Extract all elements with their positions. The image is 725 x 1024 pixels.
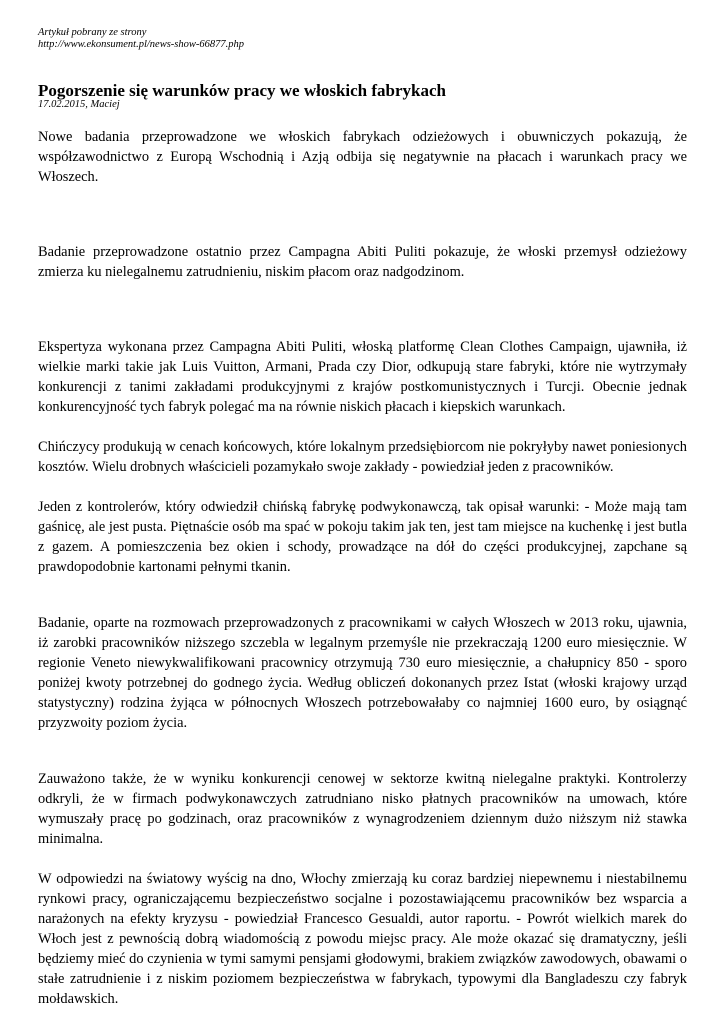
paragraph: Chińczycy produkują w cenach końcowych, które lokalnym przedsiębiorcom nie pokryłyby nawet poniesionych kosztów. Wielu drobnych właścicieli pozamykało swoje zakłady - powiedział jeden z pracowników. — [38, 439, 687, 475]
paragraph: Ekspertyza wykonana przez Campagna Abiti Puliti, włoską platformę Clean Clothes Campaign, ujawniła, iż wielkie marki takie jak Luis Vuitton, Armani, Prada czy Dior, odkupują stare fabryki, które nie wytrzymały konkurencji z tanimi zakładami produkcyjnymi z krajów postkomunistycznych i Turcji. Obecnie jednak konkurencyjność tych fabryk polegać ma na równie niskich płacach i kiepskich warunkach. — [38, 339, 687, 415]
paragraph: Zauważono także, że w wyniku konkurencji cenowej w sektorze kwitną nielegalne praktyki. Kontrolerzy odkryli, że w firmach podwykonawczych zatrudniano nisko płatnych pracowników na umowach, które wymuszały pracę po godzinach, oraz pracowników z wynagrodzeniem dziennym dużo niższym niż stawka minimalna. — [38, 771, 687, 847]
paragraph: Jeden z kontrolerów, który odwiedził chińską fabrykę podwykonawczą, tak opisał warunki: - Może mają tam gaśnicę, ale jest pusta. Piętnaście osób ma spać w pokoju takim jak ten, jest tam miejsce na kuchenkę i jest butla z gazem. A pomieszczenia bez okien i schody, prowadzące na dół do części produkcyjnej, zapchane są prawdopodobnie kartonami pełnymi tkanin. — [38, 499, 687, 575]
source-note — [38, 27, 687, 51]
paragraph: Nowe badania przeprowadzone we włoskich fabrykach odzieżowych i obuwniczych pokazują, że współzawodnictwo z Europą Wschodnią i Azją odbija się negatywnie na płacach i warunkach pracy we Włoszech. — [38, 129, 687, 185]
source-label: Artykuł pobrany ze strony — [38, 27, 147, 38]
paragraph: Badanie przeprowadzone ostatnio przez Campagna Abiti Puliti pokazuje, że włoski przemysł odzieżowy zmierza ku nielegalnemu zatrudnieniu, niskim płacom oraz nadgodzinom. — [38, 244, 687, 280]
article-title: Pogorszenie się warunków pracy we włoskich fabrykach — [38, 81, 446, 100]
article-body — [38, 127, 687, 1009]
source-url: http://www.ekonsument.pl/news-show-66877.php — [38, 39, 245, 50]
paragraph: Badanie, oparte na rozmowach przeprowadzonych z pracownikami w całych Włoszech w 2013 roku, ujawnia, iż zarobki pracowników niższego szczebla w legalnym przemyśle nie przekraczają 1200 euro miesięcznie. W regionie Veneto niewykwalifikowani pracownicy otrzymują 730 euro miesięcznie, a chałupnicy 850 - sporo poniżej kwoty potrzebnej do godnego życia. Według obliczeń dokonanych przez Istat (włoski krajowy urząd statystyczny) rodzina żyjąca w północnych Włoszech potrzebowałaby co najmniej 1600 euro, by osiągnąć przyzwoity poziom życia. — [38, 615, 687, 731]
article-byline: 17.02.2015, Maciej — [38, 99, 120, 110]
paragraph: W odpowiedzi na światowy wyścig na dno, Włochy zmierzają ku coraz bardziej niepewnemu i niestabilnemu rynkowi pracy, ograniczającemu bezpieczeństwo socjalne i pozostawiającemu pracowników bez wsparcia a narażonych na efekty kryzysu - powiedział Francesco Gesualdi, autor raportu. - Powrót wielkich marek do Włoch jest z pewnością dobrą wiadomością z powodu miejsc pracy. Ale może okazać się dramatyczny, jeśli będziemy mieć do czynienia w tymi samymi pensjami głodowymi, brakiem związków zawodowych, obawami o stałe zatrudnienie i z niskim poziomem bezpieczeństwa w fabrykach, typowymi dla Bangladeszu czy fabryk mołdawskich. — [38, 871, 687, 1007]
